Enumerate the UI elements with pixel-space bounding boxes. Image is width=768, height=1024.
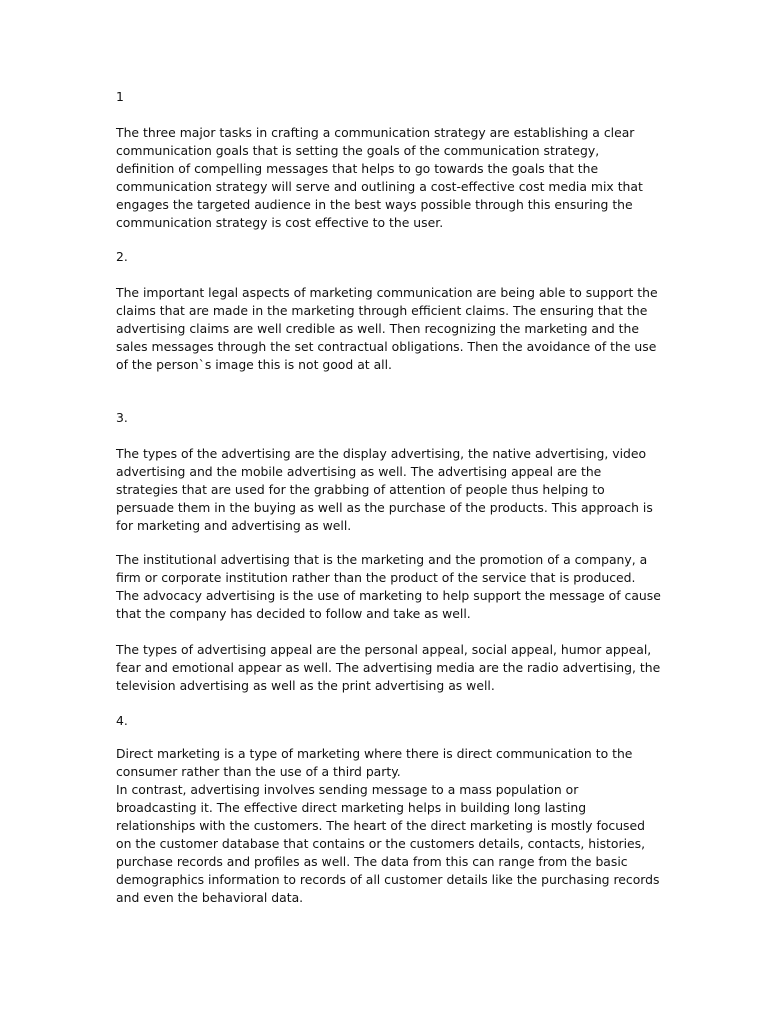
section-number-1: 1 bbox=[116, 89, 124, 104]
section-number-3: 3. bbox=[116, 410, 128, 425]
section-4-paragraph-1: Direct marketing is a type of marketing where there is direct communication to the consumer rather than the use of a third party. bbox=[116, 746, 633, 779]
section-3-paragraph-3: The types of advertising appeal are the personal appeal, social appeal, humor appeal, fear and emotional appear as well. The advertising media are the radio advertising, the television advertising as well as the print advertising as well. bbox=[116, 642, 661, 693]
section-4-paragraph-2: In contrast, advertising involves sending message to a mass population or broadcasting it. The effective direct marketing helps in building long lasting relationships with the customers. The heart of the direct marketing is mostly focused on the customer database that contains or the customers details, contacts, histories, purchase records and profiles as well. The data from this can range from the basic demographics information to records of all customer details like the purchasing records and even the behavioral data. bbox=[116, 782, 660, 905]
section-1-paragraph-1: The three major tasks in crafting a communication strategy are establishing a clear communication goals that is setting the goals of the communication strategy, definition of compelling messages that helps to go towards the goals that the communication strategy will serve and outlining a cost-effective cost media mix that engages the targeted audience in the best ways possible through this ensuring the communication strategy is cost effective to the user. bbox=[116, 125, 643, 230]
section-number-4: 4. bbox=[116, 713, 128, 728]
section-3-paragraph-2: The institutional advertising that is the marketing and the promotion of a company, a firm or corporate institution rather than the product of the service that is produced. The advocacy advertising is the use of marketing to help support the message of cause that the company has decided to follow and take as well. bbox=[116, 552, 661, 621]
section-number-2: 2. bbox=[116, 249, 128, 264]
section-3-paragraph-1: The types of the advertising are the display advertising, the native advertising, video advertising and the mobile advertising as well. The advertising appeal are the strategies that are used for the grabbing of attention of people thus helping to persuade them in the buying as well as the purchase of the products. This approach is for marketing and advertising as well. bbox=[116, 446, 653, 533]
section-2-paragraph-1: The important legal aspects of marketing communication are being able to support the claims that are made in the marketing through efficient claims. The ensuring that the advertising claims are well credible as well. Then recognizing the marketing and the sales messages through the set contractual obligations. Then the avoidance of the use of the person`s image this is not good at all. bbox=[116, 285, 658, 372]
